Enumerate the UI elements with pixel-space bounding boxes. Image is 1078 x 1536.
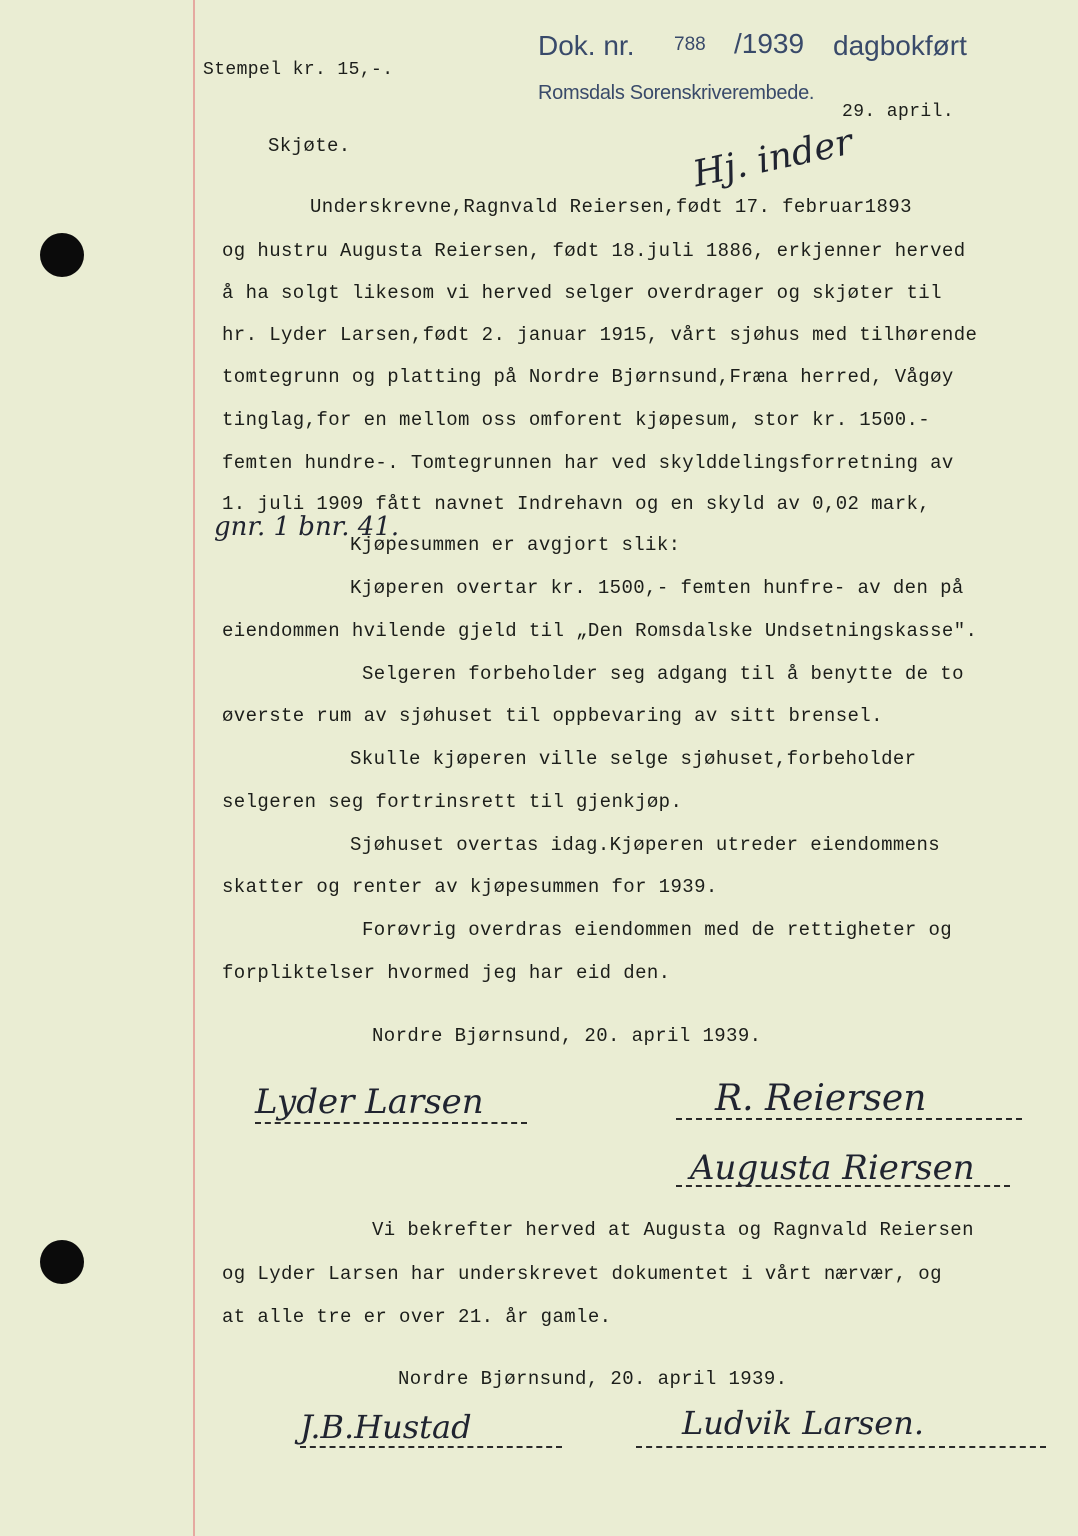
signature-buyer: Lyder Larsen	[255, 1082, 484, 1122]
signature-line	[636, 1446, 1046, 1448]
punch-hole-bottom	[40, 1240, 84, 1284]
dok-status: dagbokført	[833, 30, 967, 61]
witness-line: og Lyder Larsen har underskrevet dokumentet i vårt nærvær, og	[222, 1263, 942, 1285]
body-line: femten hundre-. Tomtegrunnen har ved skylddelingsforretning av	[222, 452, 954, 474]
signature-line	[255, 1122, 527, 1124]
body-line: tinglag,for en mellom oss omforent kjøpesum, stor kr. 1500.-	[222, 409, 931, 431]
body-line: eiendommen hvilende gjeld til „Den Romsdalske Undsetningskasse".	[222, 620, 978, 642]
body-line: selgeren seg fortrinsrett til gjenkjøp.	[222, 791, 683, 813]
margin-rule	[193, 0, 195, 1536]
punch-hole-top	[40, 233, 84, 277]
stamp-date: 29. april.	[842, 102, 955, 122]
signature-seller: R. Reiersen	[715, 1078, 927, 1119]
place-date: Nordre Bjørnsund, 20. april 1939.	[372, 1025, 762, 1047]
body-line: Forøvrig overdras eiendommen med de rettigheter og	[362, 919, 953, 941]
dok-number: 788	[674, 34, 706, 55]
body-line: Selgeren forbeholder seg adgang til å benytte de to	[362, 663, 964, 685]
body-line: tomtegrunn og platting på Nordre Bjørnsund,Fræna herred, Vågøy	[222, 366, 954, 388]
witness-line: Vi bekrefter herved at Augusta og Ragnvald Reiersen	[372, 1219, 974, 1241]
body-line: Skulle kjøperen ville selge sjøhuset,forbeholder	[350, 748, 917, 770]
office-stamp: Romsdals Sorenskriverembede.	[538, 82, 815, 104]
dok-label: Dok. nr.	[538, 30, 635, 61]
body-line: Sjøhuset overtas idag.Kjøperen utreder eiendommens	[350, 834, 941, 856]
witness-line: at alle tre er over 21. år gamle.	[222, 1306, 612, 1328]
handwritten-gnr: gnr. 1 bnr. 41.	[214, 512, 400, 542]
document-title: Skjøte.	[268, 135, 351, 157]
handwritten-note: Hj. inder	[689, 121, 857, 196]
body-line: Underskrevne,Ragnvald Reiersen,født 17. februar1893	[310, 196, 912, 218]
body-line: skatter og renter av kjøpesummen for 1939.	[222, 876, 718, 898]
body-line: forpliktelser hvormed jeg har eid den.	[222, 962, 671, 984]
body-line: og hustru Augusta Reiersen, født 18.juli 1886, erkjenner herved	[222, 240, 966, 262]
place-date: Nordre Bjørnsund, 20. april 1939.	[398, 1368, 788, 1390]
body-line: 1. juli 1909 fått navnet Indrehavn og en skyld av 0,02 mark,	[222, 493, 931, 515]
signature-line	[676, 1118, 1022, 1120]
body-line: Kjøpesummen er avgjort slik:	[350, 534, 681, 556]
dok-year: /1939	[734, 28, 805, 59]
signature-line	[300, 1446, 562, 1448]
signature-seller-wife: Augusta Riersen	[690, 1148, 975, 1188]
body-line: Kjøperen overtar kr. 1500,- femten hunfre- av den på	[350, 577, 964, 599]
signature-line	[676, 1185, 1010, 1187]
signature-witness-1: J.B.Hustad	[300, 1408, 472, 1446]
body-line: øverste rum av sjøhuset til oppbevaring av sitt brensel.	[222, 705, 883, 727]
signature-witness-2: Ludvik Larsen.	[682, 1404, 924, 1442]
body-line: å ha solgt likesom vi herved selger overdrager og skjøter til	[222, 282, 942, 304]
stamp-fee: Stempel kr. 15,-.	[203, 60, 394, 80]
body-line: hr. Lyder Larsen,født 2. januar 1915, vårt sjøhus med tilhørende	[222, 324, 978, 346]
